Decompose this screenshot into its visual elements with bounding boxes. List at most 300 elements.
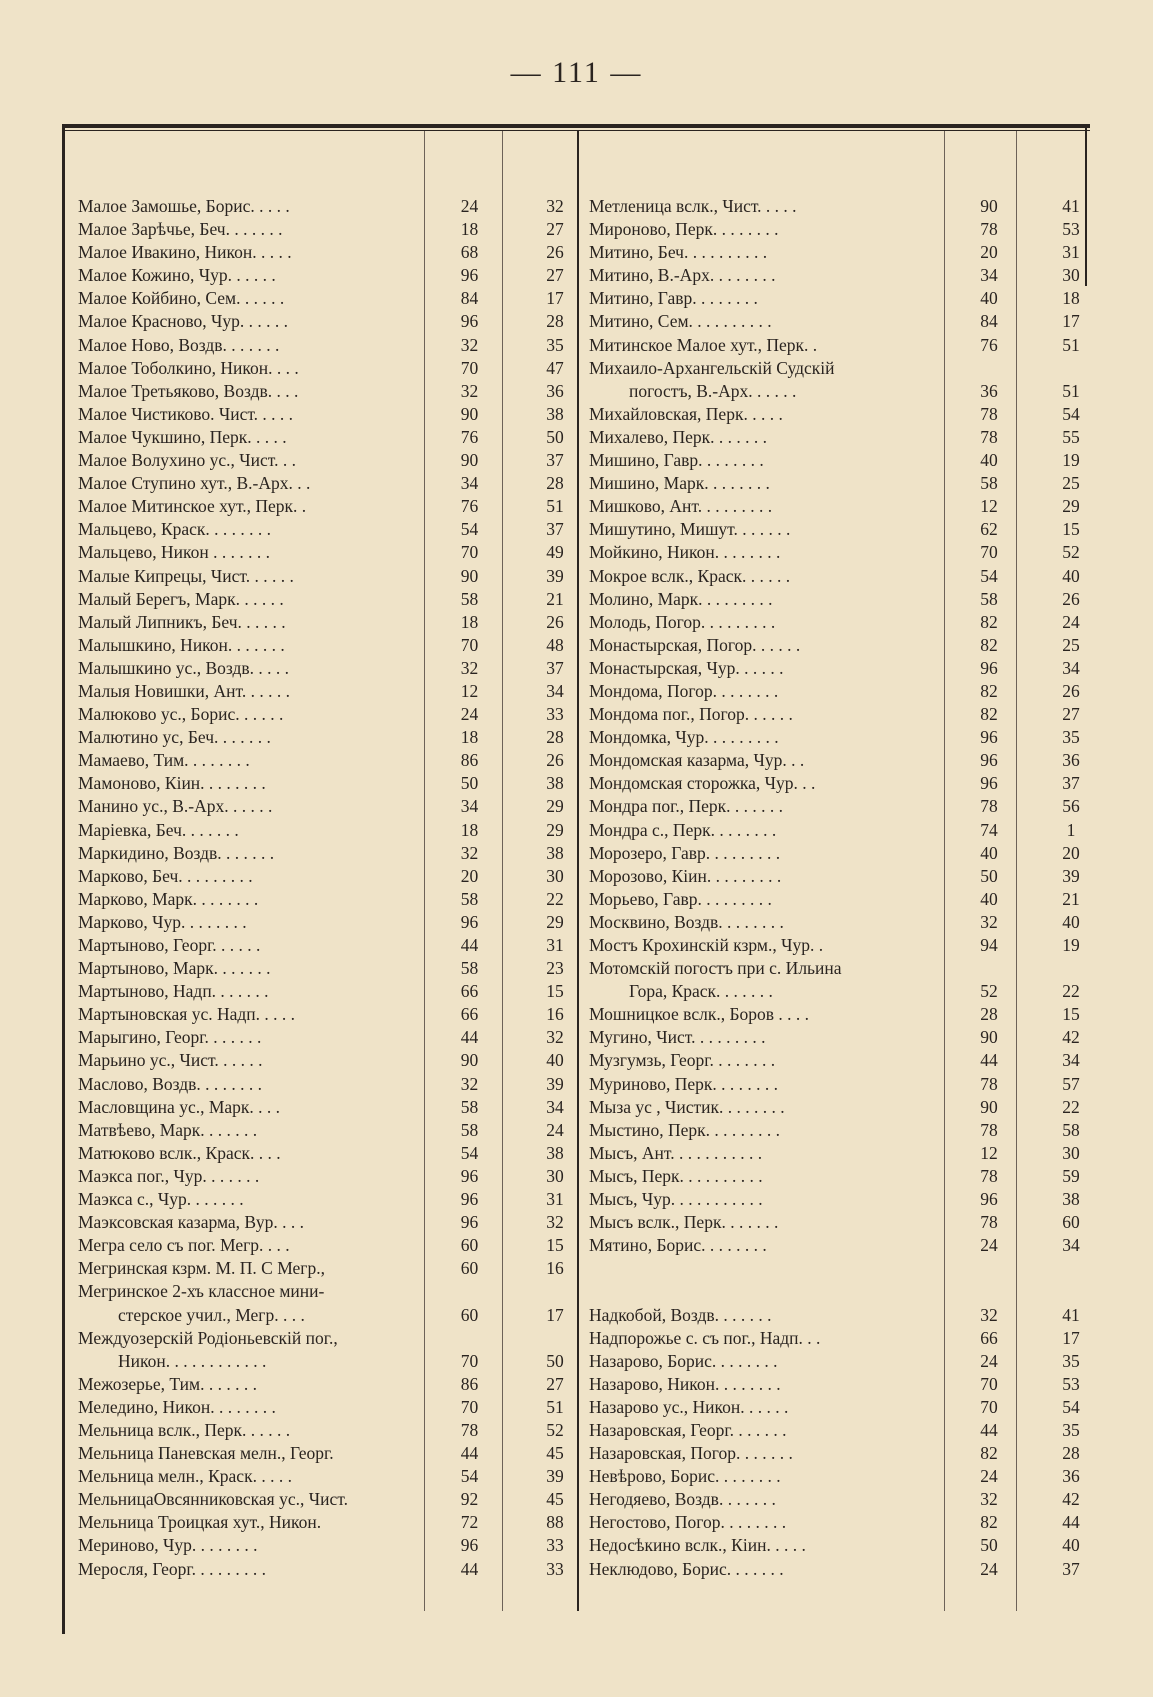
left-table-row [64, 495, 594, 518]
right-table-row [579, 749, 1110, 772]
left-table-row [64, 772, 594, 795]
place-name: Мартыново, Надп. . . . . . . [78, 981, 269, 1002]
left-table-row [64, 934, 594, 957]
column-number-a [946, 1257, 1032, 1280]
column-number-b: 51 [1062, 334, 1080, 355]
place-name: Малое Ново, Воздв. . . . . . . [78, 334, 280, 355]
column-number-b: 35 [1062, 1419, 1080, 1440]
place-name: Назарово ус., Никон. . . . . . [589, 1396, 789, 1417]
column-number-b: 35 [1062, 727, 1080, 748]
column-number-a: 78 [460, 1419, 479, 1440]
column-number-a: 96 [460, 311, 479, 332]
column-number-a: 32 [980, 1489, 998, 1510]
place-name: Марiевка, Беч. . . . . . . [78, 819, 239, 840]
right-table-row [579, 1511, 1110, 1534]
column-number-b: 28 [546, 311, 564, 332]
right-table-row [579, 426, 1110, 449]
column-number-b: 21 [546, 588, 564, 609]
place-name: Михалево, Перк. . . . . . . [589, 426, 768, 447]
column-number-b: 36 [1062, 750, 1080, 771]
left-table-row [64, 426, 594, 449]
column-number-a: 96 [460, 1189, 479, 1210]
right-table-row [579, 1327, 1110, 1350]
right-table-row [579, 1534, 1110, 1557]
column-number-a: 50 [460, 773, 479, 794]
column-number-b: 34 [546, 680, 564, 701]
column-number-a: 90 [460, 403, 479, 424]
column-number-a: 24 [460, 704, 479, 725]
column-number-a: 96 [460, 1212, 479, 1233]
right-table-row [579, 842, 1110, 865]
left-table-row [64, 1327, 594, 1350]
column-number-a: 78 [980, 1212, 998, 1233]
column-number-b: 59 [1062, 1165, 1080, 1186]
column-number-b: 31 [1062, 242, 1080, 263]
column-number-a: 44 [980, 1419, 998, 1440]
column-number-a: 62 [980, 519, 998, 540]
place-name: Мондомская казарма, Чур. . . [589, 750, 805, 771]
column-number-a: 82 [980, 611, 998, 632]
column-number-a: 70 [460, 1350, 479, 1371]
column-number-b: 60 [1062, 1212, 1080, 1233]
left-table-row [64, 1419, 594, 1442]
column-number-a: 32 [980, 911, 998, 932]
column-number-a [946, 357, 1032, 380]
place-name: Митинское Малое хут., Перк. . [589, 334, 818, 355]
place-name: Митино, Беч. . . . . . . . . . [589, 242, 768, 263]
left-table-row [64, 195, 594, 218]
column-number-a: 18 [460, 219, 479, 240]
right-table-row [579, 264, 1110, 287]
column-number-b: 15 [546, 981, 564, 1002]
right-table-row [579, 287, 1110, 310]
left-table-row [64, 1396, 594, 1419]
column-number-a: 96 [980, 773, 998, 794]
place-name: Мыза ус , Чистик. . . . . . . . [589, 1096, 785, 1117]
place-name: Малое Третьяково, Воздв. . . . [78, 380, 299, 401]
column-number-b: 38 [1062, 1189, 1080, 1210]
place-name: Морозово, Кiин. . . . . . . . . [589, 865, 782, 886]
right-table-row [579, 1049, 1110, 1072]
right-table-row [579, 1119, 1110, 1142]
place-name: Назарово, Никон. . . . . . . . [589, 1373, 781, 1394]
place-name: Маслово, Воздв. . . . . . . . [78, 1073, 263, 1094]
right-table-row [579, 1558, 1110, 1581]
column-number-a: 70 [980, 542, 998, 563]
right-table-row [579, 541, 1110, 564]
column-number-b: 40 [1062, 565, 1080, 586]
place-name: Малое Волухино ус., Чист. . . [78, 450, 296, 471]
column-number-a: 58 [460, 888, 479, 909]
place-name: Малый Берегъ, Марк. . . . . . [78, 588, 284, 609]
place-name: Мишино, Марк. . . . . . . . [589, 473, 770, 494]
left-table-row [64, 749, 594, 772]
column-number-b [1032, 357, 1110, 380]
place-name: Мартыново, Георг. . . . . . [78, 935, 261, 955]
place-name: Масловщина ус., Марк. . . . [78, 1096, 281, 1117]
column-number-b: 28 [546, 473, 564, 494]
column-number-a: 90 [460, 565, 479, 586]
left-table-row [64, 1350, 594, 1373]
column-number-b: 15 [1062, 1004, 1080, 1025]
column-number-b: 39 [546, 1466, 564, 1487]
right-table-row [579, 1488, 1110, 1511]
place-name: Невѣрово, Борис. . . . . . . . [589, 1466, 781, 1487]
column-number-a: 60 [460, 1304, 479, 1325]
column-number-b: 1 [1066, 819, 1076, 840]
left-table-row [64, 819, 594, 842]
column-number-a: 96 [980, 1189, 998, 1210]
column-number-b: 50 [546, 426, 564, 447]
left-table-row [64, 1442, 594, 1465]
column-number-b: 49 [546, 542, 564, 563]
column-number-b: 37 [1062, 773, 1080, 794]
column-number-b: 53 [1062, 1373, 1080, 1394]
column-number-b: 24 [546, 1119, 564, 1140]
right-table-row [579, 588, 1110, 611]
column-number-a: 70 [460, 357, 479, 378]
place-name: Назаровская, Погор. . . . . . . [589, 1443, 793, 1464]
column-number-a: 82 [980, 1443, 998, 1464]
left-table-row [64, 1280, 594, 1303]
left-table-row [64, 357, 594, 380]
place-name: Москвино, Воздв. . . . . . . . [589, 911, 784, 932]
column-number-b: 54 [1062, 403, 1080, 424]
column-number-b: 21 [1062, 888, 1080, 909]
place-name: Морозеро, Гавр. . . . . . . . . [589, 842, 781, 863]
place-name: Мегринская кзрм. М. П. С Мегр., [78, 1258, 325, 1279]
place-name: Мироново, Перк. . . . . . . . [589, 219, 779, 240]
column-number-b: 17 [546, 1304, 564, 1325]
left-table-row [64, 541, 594, 564]
column-number-b: 31 [546, 1189, 564, 1210]
place-name: Мишино, Гавр. . . . . . . . [589, 450, 764, 471]
column-number-b: 39 [546, 565, 564, 586]
column-number-a: 96 [460, 1535, 479, 1556]
place-name: Малютино ус, Беч. . . . . . . [78, 727, 271, 748]
column-number-a: 32 [980, 1304, 998, 1325]
column-number-a: 18 [460, 611, 479, 632]
place-name: Монастырская, Чур. . . . . . [589, 657, 784, 678]
place-name: Музгумзь, Георг. . . . . . . . [589, 1050, 776, 1071]
right-table-row [579, 334, 1110, 357]
left-table-row [64, 310, 594, 333]
place-name: Малое Чукшино, Перк. . . . . [78, 426, 287, 447]
column-number-a: 32 [460, 1073, 479, 1094]
column-number-b: 22 [1062, 981, 1080, 1002]
place-name: Маркидино, Воздв. . . . . . . [78, 842, 275, 863]
place-name: Марьино ус., Чист. . . . . . [78, 1050, 263, 1071]
column-number-b: 56 [1062, 796, 1080, 817]
place-name: Междуозерскiй Родiоньевскiй пог., [78, 1327, 338, 1348]
right-table-row [579, 1026, 1110, 1049]
column-number-b: 27 [546, 265, 564, 286]
column-number-b: 27 [1062, 704, 1080, 725]
right-table-row [579, 1234, 1110, 1257]
place-name: Межозерье, Тим. . . . . . . [78, 1373, 257, 1394]
column-number-a: 82 [980, 704, 998, 725]
right-table-row [579, 1003, 1110, 1026]
column-number-a: 74 [980, 819, 998, 840]
column-number-a: 40 [980, 888, 998, 909]
column-number-a: 76 [980, 334, 998, 355]
place-name: Муриново, Перк. . . . . . . . [589, 1073, 779, 1094]
column-number-b: 17 [1062, 1327, 1080, 1348]
column-number-a: 58 [980, 588, 998, 609]
column-number-b: 37 [546, 657, 564, 678]
column-number-b: 47 [546, 357, 564, 378]
place-name: Малое Ивакино, Никон. . . . . [78, 242, 292, 263]
column-number-a: 20 [980, 242, 998, 263]
place-name: Манино ус., В.-Арх. . . . . . [78, 796, 273, 817]
column-number-b: 30 [1062, 265, 1080, 286]
column-number-a: 68 [460, 242, 479, 263]
column-number-a: 84 [460, 288, 479, 309]
column-number-b: 33 [546, 1535, 564, 1556]
place-name: Меросля, Георг. . . . . . . . . [78, 1558, 266, 1579]
place-name: Мельница Паневская мелн., Георг. [78, 1443, 334, 1464]
left-table-row [64, 911, 594, 934]
column-number-b: 45 [546, 1443, 564, 1464]
column-number-b: 17 [1062, 311, 1080, 332]
place-name: Мальцево, Никон . . . . . . . [78, 542, 270, 563]
left-table-row [64, 1257, 594, 1280]
place-name: Мыстино, Перк. . . . . . . . . [589, 1119, 780, 1140]
place-name: Молодь, Погор. . . . . . . . . [589, 611, 776, 632]
column-number-a: 96 [980, 657, 998, 678]
left-table-row [64, 726, 594, 749]
place-name: Малое Тоболкино, Никон. . . . [78, 357, 299, 378]
left-table-row [64, 218, 594, 241]
place-name: Матвѣево, Марк. . . . . . . [78, 1119, 258, 1140]
column-number-a: 90 [460, 1050, 479, 1071]
place-name: Мериново, Чур. . . . . . . . [78, 1535, 258, 1556]
place-name: Митино, В.-Арх. . . . . . . . [589, 265, 776, 286]
right-table-row [579, 911, 1110, 934]
place-name: Малюково ус., Борис. . . . . . [78, 704, 284, 725]
place-name: Мондра пог., Перк. . . . . . . [589, 796, 784, 817]
column-number-a: 66 [980, 1327, 998, 1348]
column-number-a: 24 [460, 196, 479, 216]
column-number-a: 60 [460, 1235, 479, 1256]
right-table-row [579, 218, 1110, 241]
left-table-row [64, 1026, 594, 1049]
column-number-b: 22 [1062, 1096, 1080, 1117]
column-number-b: 51 [1062, 380, 1080, 401]
column-number-b: 32 [546, 196, 564, 216]
column-number-b: 22 [546, 888, 564, 909]
left-table-row [64, 865, 594, 888]
column-number-a: 54 [460, 519, 479, 540]
place-name: Мостъ Крохинскiй кзрм., Чур. . [589, 935, 824, 955]
place-name: Негодяево, Воздв. . . . . . . [589, 1489, 776, 1510]
column-number-b: 28 [546, 727, 564, 748]
column-number-a [946, 1280, 1032, 1303]
right-table-row [579, 1280, 1110, 1303]
column-number-b: 26 [1062, 588, 1080, 609]
column-number-a: 36 [980, 380, 998, 401]
column-number-b: 31 [546, 935, 564, 955]
right-table-row [579, 726, 1110, 749]
left-table-row [64, 680, 594, 703]
right-table-row [579, 1419, 1110, 1442]
column-number-a: 28 [980, 1004, 998, 1025]
right-table-row [579, 472, 1110, 495]
place-name: Мишутино, Мишут. . . . . . . [589, 519, 791, 540]
left-table-row [64, 1373, 594, 1396]
column-number-a: 76 [460, 496, 479, 517]
column-number-a: 50 [980, 865, 998, 886]
column-number-b: 37 [546, 450, 564, 471]
right-table-row [579, 1073, 1110, 1096]
column-number-a: 52 [980, 981, 998, 1002]
place-name: Надпорожье с. съ пог., Надп. . . [589, 1327, 821, 1348]
left-table-row [64, 380, 594, 403]
column-number-a: 18 [460, 819, 479, 840]
left-table-row [64, 1165, 594, 1188]
column-number-a: 78 [980, 219, 998, 240]
right-table-row [579, 795, 1110, 818]
right-table-row [579, 1165, 1110, 1188]
place-name: Малыя Новишки, Ант. . . . . . [78, 680, 290, 701]
column-number-a: 92 [460, 1489, 479, 1510]
column-number-b: 40 [1062, 1535, 1080, 1556]
column-number-a: 58 [980, 473, 998, 494]
column-number-b: 32 [546, 1212, 564, 1233]
column-number-a: 90 [460, 450, 479, 471]
left-table-row [64, 1534, 594, 1557]
column-number-b: 27 [546, 219, 564, 240]
left-table-row [64, 1003, 594, 1026]
left-table-row [64, 703, 594, 726]
left-table-row [64, 634, 594, 657]
right-table-row [579, 518, 1110, 541]
place-name: Митино, Гавр. . . . . . . . [589, 288, 758, 309]
column-number-b: 19 [1062, 935, 1080, 955]
column-number-a: 76 [460, 426, 479, 447]
column-number-b: 26 [546, 611, 564, 632]
place-name: Мегра село съ пог. Мегр. . . . [78, 1235, 290, 1256]
column-number-b: 45 [546, 1489, 564, 1510]
column-number-a: 96 [460, 1165, 479, 1186]
column-number-b: 35 [1062, 1350, 1080, 1371]
place-name: Мартыновская ус. Надп. . . . . [78, 1004, 296, 1025]
left-table-row [64, 888, 594, 911]
place-name: Мысъ, Перк. . . . . . . . . . [589, 1165, 763, 1186]
place-name: Мугино, Чист. . . . . . . . . [589, 1027, 766, 1048]
page-number: — 111 — [510, 56, 643, 89]
right-table-row [579, 241, 1110, 264]
left-table-row [64, 1188, 594, 1211]
right-table-row [579, 980, 1110, 1003]
column-number-a: 54 [460, 1466, 479, 1487]
place-name: Малое Краснoво, Чур. . . . . . [78, 311, 289, 332]
column-number-b: 17 [546, 288, 564, 309]
left-table-row [64, 287, 594, 310]
left-table-row [64, 1511, 594, 1534]
column-number-b: 54 [1062, 1396, 1080, 1417]
left-column-table [64, 195, 594, 1581]
column-number-a: 32 [460, 657, 479, 678]
right-table-row [579, 1142, 1110, 1165]
column-number-b: 55 [1062, 426, 1080, 447]
column-number-a: 20 [460, 865, 479, 886]
column-number-b: 57 [1062, 1073, 1080, 1094]
left-table-row [64, 1119, 594, 1142]
column-number-b: 38 [546, 1142, 564, 1163]
left-table-row [64, 449, 594, 472]
right-table-row [579, 1211, 1110, 1234]
right-table-row [579, 772, 1110, 795]
column-number-a: 58 [460, 1119, 479, 1140]
place-name: погостъ, В.-Арх. . . . . . [629, 380, 797, 401]
left-table-row [64, 1211, 594, 1234]
column-number-a: 24 [980, 1558, 998, 1579]
column-number-b: 25 [1062, 634, 1080, 655]
column-number-b: 15 [546, 1235, 564, 1256]
column-number-a: 82 [980, 634, 998, 655]
place-name: Мокрое вслк., Краск. . . . . . [589, 565, 791, 586]
left-table-row [64, 472, 594, 495]
column-number-a: 86 [460, 1373, 479, 1394]
place-name: Мойкино, Никон. . . . . . . . [589, 542, 781, 563]
column-number-b: 50 [546, 1350, 564, 1371]
right-table-row [579, 1442, 1110, 1465]
place-name: Гора, Краск. . . . . . . [629, 981, 773, 1002]
column-number-a: 50 [980, 1535, 998, 1556]
column-number-b: 41 [1062, 196, 1080, 216]
column-number-b: 30 [546, 865, 564, 886]
column-number-b: 39 [1062, 865, 1080, 886]
left-table-row [64, 1049, 594, 1072]
right-table-row [579, 819, 1110, 842]
place-name: Малое Чистиково. Чист. . . . . [78, 403, 294, 424]
column-number-b: 58 [1062, 1119, 1080, 1140]
place-name: Назарово, Борис. . . . . . . . [589, 1350, 778, 1371]
left-table-row [64, 1096, 594, 1119]
column-number-b [1032, 1280, 1110, 1303]
left-table-row [64, 1142, 594, 1165]
column-number-a [423, 1280, 516, 1303]
table-top-rule [62, 124, 1090, 128]
column-number-b: 39 [546, 1073, 564, 1094]
place-name: Мондра с., Перк. . . . . . . . [589, 819, 777, 840]
column-number-b: 33 [546, 704, 564, 725]
left-table-row [64, 1234, 594, 1257]
column-number-b: 37 [1062, 1558, 1080, 1579]
right-table-row [579, 1396, 1110, 1419]
place-name: Неклюдово, Борис. . . . . . . [589, 1558, 784, 1579]
column-number-a: 24 [980, 1466, 998, 1487]
column-number-b: 51 [546, 496, 564, 517]
column-number-a: 54 [980, 565, 998, 586]
column-number-b: 18 [1062, 288, 1080, 309]
place-name: Мысъ вслк., Перк. . . . . . . [589, 1212, 779, 1233]
column-number-b: 36 [1062, 1466, 1080, 1487]
left-table-row [64, 611, 594, 634]
place-name: Малышкино ус., Воздв. . . . . [78, 657, 290, 678]
column-number-b [1032, 957, 1110, 980]
column-number-a: 34 [460, 796, 479, 817]
right-table-row [579, 195, 1110, 218]
column-number-a: 40 [980, 842, 998, 863]
column-number-a: 12 [460, 680, 479, 701]
column-number-a [423, 1327, 516, 1350]
column-number-b: 34 [1062, 1235, 1080, 1256]
place-name: Марково, Чур. . . . . . . . [78, 911, 247, 932]
column-number-a: 78 [980, 426, 998, 447]
column-number-a: 60 [460, 1258, 479, 1279]
